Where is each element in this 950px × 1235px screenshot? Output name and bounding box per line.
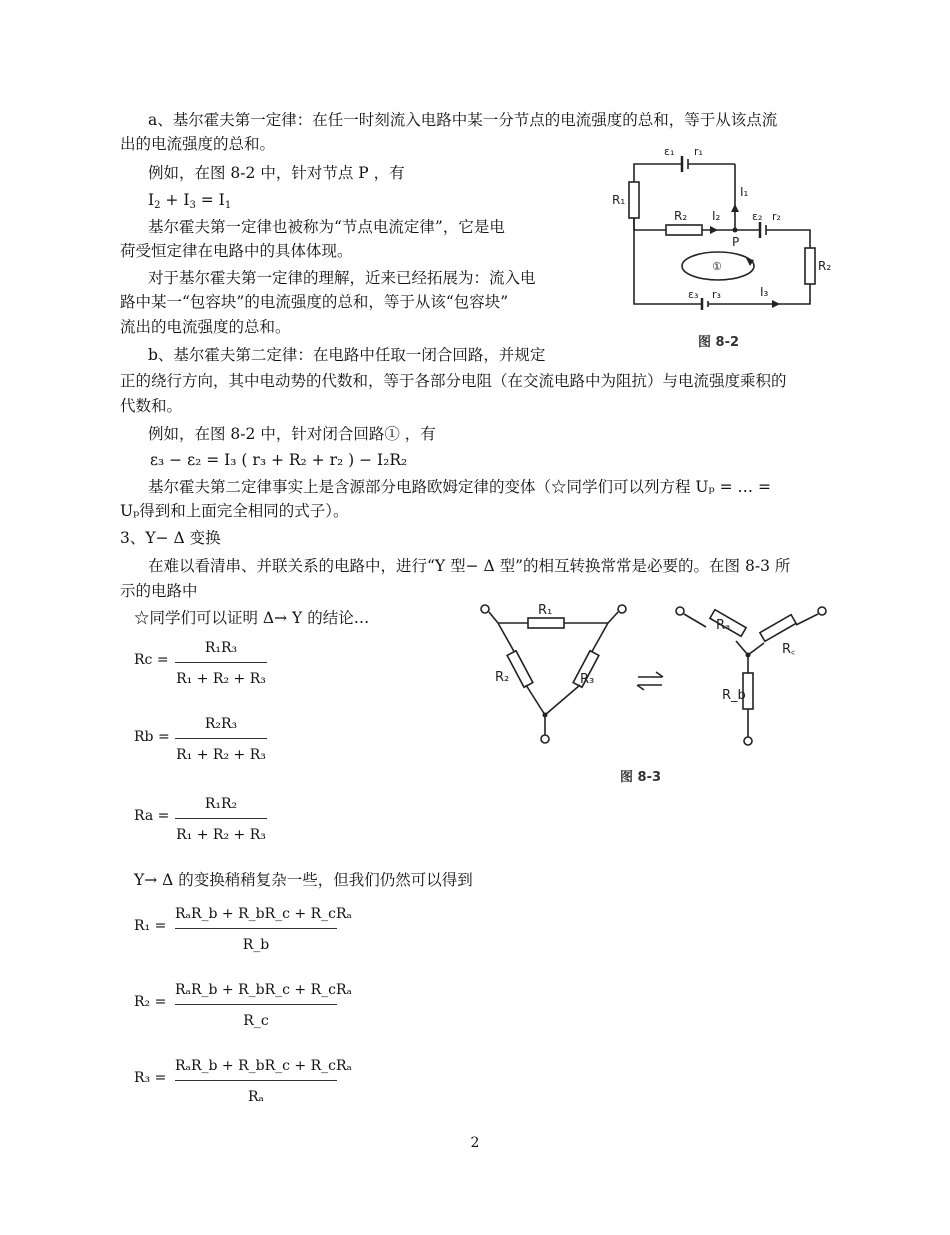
fig82-label-I2: I₂ bbox=[712, 209, 721, 223]
formula-rc-numerator: R₁R₃ bbox=[175, 640, 267, 663]
fig82-caption: 图 8-2 bbox=[698, 335, 740, 350]
fig82-label-R1: R₁ bbox=[612, 193, 626, 207]
fig82-label-r2: r₂ bbox=[772, 210, 781, 223]
fig82-label-R2-right: R₂ bbox=[818, 259, 832, 273]
formula-r2-label: R₂ = bbox=[134, 994, 167, 1010]
formula-ra-fraction bbox=[175, 796, 267, 843]
para-node-law-line1: 基尔霍夫第一定律也被称为“节点电流定律”，它是电 bbox=[148, 218, 505, 236]
formula-rc-denominator: R₁ + R₂ + R₃ bbox=[176, 671, 266, 687]
para-node-law-line2: 荷受恒定律在电路中的具体体现。 bbox=[120, 242, 353, 260]
para-example-loop: 例如，在图 8-2 中，针对闭合回路① ，有 bbox=[148, 425, 436, 443]
fig82-label-r3: r₃ bbox=[712, 288, 721, 301]
fig82-label-I3: I₃ bbox=[760, 285, 769, 299]
fig83-label-R3: R₃ bbox=[580, 672, 595, 687]
figure-8-2-circuit bbox=[600, 140, 850, 360]
para-conversion-line2: 示的电路中 bbox=[120, 582, 198, 600]
para-prove-delta-y: ☆同学们可以证明 Δ→ Y 的结论… bbox=[134, 609, 370, 627]
fig83-label-Rc: R꜀ bbox=[782, 642, 796, 657]
formula-r1-label: R₁ = bbox=[134, 918, 167, 934]
fig82-label-I1: I₁ bbox=[740, 185, 749, 199]
equation-loop: ε₃ − ε₂ = I₃ ( r₃ + R₂ + r₂ ) − I₂R₂ bbox=[150, 451, 408, 469]
para-variant-line1: 基尔霍夫第二定律事实上是含源部分电路欧姆定律的变体（☆同学们可以列方程 Uₚ = … = bbox=[148, 478, 771, 496]
para-extension-line3: 流出的电流强度的总和。 bbox=[120, 318, 291, 336]
formula-r3-label: R₃ = bbox=[134, 1070, 167, 1086]
fig82-label-e1: ε₁ bbox=[664, 145, 675, 158]
formula-rb-denominator: R₁ + R₂ + R₃ bbox=[176, 747, 266, 763]
formula-r2-fraction bbox=[175, 982, 352, 1029]
para-y-to-delta: Y→ Δ 的变换稍稍复杂一些，但我们仍然可以得到 bbox=[134, 871, 473, 889]
para-kirchhoff-second-line2: 正的绕行方向，其中电动势的代数和，等于各部分电阻（在交流电路中为阻抗）与电流强度乘积的 bbox=[120, 372, 787, 390]
section-heading-y-delta: 3、Y− Δ 变换 bbox=[120, 529, 221, 547]
para-kirchhoff-second-line1: b、基尔霍夫第二定律：在电路中任取一闭合回路，并规定 bbox=[148, 346, 546, 364]
fig83-label-R2: R₂ bbox=[495, 670, 510, 685]
para-conversion-line1: 在难以看清串、并联关系的电路中，进行“Y 型− Δ 型”的相互转换常常是必要的。在图 8-3 所 bbox=[148, 557, 791, 575]
formula-rb-numerator: R₂R₃ bbox=[175, 716, 267, 739]
formula-ra-denominator: R₁ + R₂ + R₃ bbox=[176, 827, 266, 843]
formula-r3-fraction bbox=[175, 1058, 352, 1105]
para-variant-line2: Uₚ得到和上面完全相同的式子）。 bbox=[120, 502, 349, 520]
formula-r2-numerator: RₐR_b + R_bR_c + R_cRₐ bbox=[175, 982, 337, 1005]
formula-ra-label: Ra = bbox=[134, 808, 170, 824]
fig82-label-e2: ε₂ bbox=[752, 210, 763, 223]
fig82-label-r1: r₁ bbox=[694, 145, 703, 158]
formula-rc-label: Rc = bbox=[134, 652, 169, 668]
fig82-label-P: P bbox=[732, 235, 740, 249]
formula-rb-label: Rb = bbox=[134, 729, 170, 745]
formula-rb-fraction bbox=[175, 716, 267, 763]
para-extension-line2: 路中某一“包容块”的电流强度的总和，等于从该“包容块” bbox=[120, 293, 509, 311]
formula-rc-fraction bbox=[175, 640, 267, 687]
formula-r3-denominator: Rₐ bbox=[248, 1089, 264, 1105]
para-kirchhoff-first-line2: 出的电流强度的总和。 bbox=[120, 135, 276, 153]
fig83-caption: 图 8-3 bbox=[620, 770, 662, 785]
para-example-node: 例如，在图 8-2 中，针对节点 P ，有 bbox=[148, 164, 405, 182]
page-number: 2 bbox=[470, 1135, 480, 1151]
formula-r1-denominator: R_b bbox=[242, 937, 270, 953]
formula-r3-numerator: RₐR_b + R_bR_c + R_cRₐ bbox=[175, 1058, 337, 1081]
formula-r2-denominator: R_c bbox=[243, 1013, 269, 1029]
fig82-label-e3: ε₃ bbox=[688, 288, 699, 301]
fig83-label-Ra: Rₐ bbox=[716, 618, 731, 633]
para-kirchhoff-first-line1: a、基尔霍夫第一定律：在任一时刻流入电路中某一分节点的电流强度的总和，等于从该点流 bbox=[148, 111, 778, 129]
formula-ra-numerator: R₁R₂ bbox=[175, 796, 267, 819]
fig83-label-R1: R₁ bbox=[538, 603, 553, 618]
para-extension-line1: 对于基尔霍夫第一定律的理解，近来已经拓展为：流入电 bbox=[148, 269, 536, 287]
equation-node-current: $I_2 + I_3 = I_1$ bbox=[148, 191, 232, 211]
formula-r1-fraction bbox=[175, 906, 352, 953]
fig82-label-R2-mid: R₂ bbox=[674, 209, 688, 223]
para-kirchhoff-second-line3: 代数和。 bbox=[120, 397, 183, 415]
formula-r1-numerator: RₐR_b + R_bR_c + R_cRₐ bbox=[175, 906, 337, 929]
figure-8-3-y-delta bbox=[470, 595, 840, 795]
fig82-loop-marker: ① bbox=[712, 260, 722, 273]
fig83-label-Rb: R_b bbox=[722, 688, 746, 703]
